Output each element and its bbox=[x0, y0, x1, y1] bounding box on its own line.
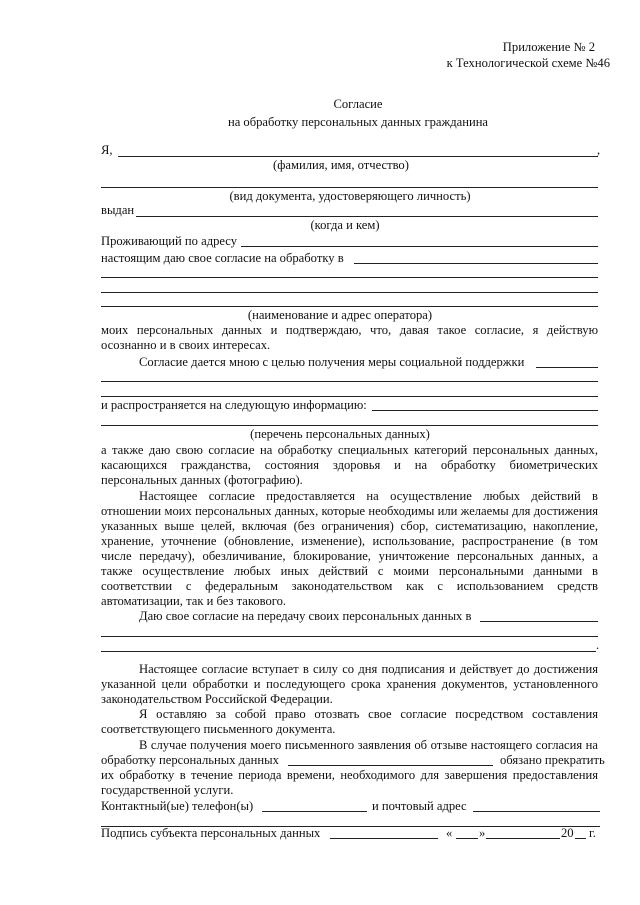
issued-caption: (когда и кем) bbox=[310, 218, 380, 232]
phone-input-line[interactable] bbox=[262, 811, 367, 812]
paragraph-3-line-8: автоматизации, так и без такового. bbox=[101, 594, 287, 608]
mail-label: и почтовый адрес bbox=[372, 799, 467, 813]
paragraph-6-line-2a: обработку персональных данных bbox=[101, 753, 279, 767]
paragraph-6-line-4: государственной услуги. bbox=[101, 783, 234, 797]
transfer-input-line-1[interactable] bbox=[480, 621, 598, 622]
id-document-input-line[interactable] bbox=[101, 187, 598, 188]
paragraph-3-line-4: хранение, уточнение (обновление, изменение), использование, распространение (в том bbox=[101, 534, 598, 548]
paragraph-5-line-1: Я оставляю за собой право отозвать свое согласие посредством составления bbox=[139, 707, 598, 721]
date-quote-close: » bbox=[479, 826, 486, 840]
paragraph-6-line-1: В случае получения моего письменного заявления об отзыве настоящего согласия на bbox=[139, 738, 598, 752]
fio-comma: , bbox=[597, 143, 601, 157]
transfer-label: Даю свое согласие на передачу своих персональных данных в bbox=[139, 609, 472, 623]
data-list-input-line-2[interactable] bbox=[101, 425, 598, 426]
appendix-number: Приложение № 2 bbox=[502, 40, 595, 54]
transfer-dot: . bbox=[596, 638, 600, 652]
operator-input-line-2[interactable] bbox=[101, 277, 598, 278]
consent-to-label: настоящим даю свое согласие на обработку в bbox=[101, 251, 344, 265]
purpose-label: Согласие дается мною с целью получения меры социальной поддержки bbox=[139, 355, 525, 369]
paragraph-1-line-2: осознанно и в своих интересах. bbox=[101, 338, 271, 352]
date-quote-open: « bbox=[446, 826, 453, 840]
doc-title: Согласие bbox=[333, 97, 383, 111]
data-list-input-line-1[interactable] bbox=[372, 410, 598, 411]
paragraph-6-line-2b: обязано прекратить bbox=[500, 753, 605, 767]
paragraph-2-line-2: касающихся гражданства, состояния здоровья и на обработку биометрических bbox=[101, 458, 598, 472]
address-input-line[interactable] bbox=[241, 246, 598, 247]
paragraph-3-line-6: также осуществление любых иных действий с моими персональными данными в bbox=[101, 564, 598, 578]
operator-input-line-3[interactable] bbox=[101, 292, 598, 293]
data-list-caption: (перечень персональных данных) bbox=[250, 427, 430, 441]
operator-input-line-1[interactable] bbox=[354, 263, 598, 264]
phone-label: Контактный(ые) телефон(ы) bbox=[101, 799, 254, 813]
mail-input-line[interactable] bbox=[473, 811, 600, 812]
paragraph-6-line-3: их обработку в течение периода времени, необходимого для завершения предоставления bbox=[101, 768, 598, 782]
doc-subtitle: на обработку персональных данных гражданина bbox=[227, 115, 489, 129]
revocation-operator-input-line[interactable] bbox=[288, 765, 493, 766]
ya-label: Я, bbox=[101, 143, 113, 157]
date-month-input-line[interactable] bbox=[486, 838, 560, 839]
date-year-input-line[interactable] bbox=[575, 838, 586, 839]
paragraph-2-line-1: а также даю свою согласие на обработку специальных категорий персональных данных, bbox=[101, 443, 598, 457]
fio-input-line[interactable] bbox=[118, 156, 598, 157]
operator-caption: (наименование и адрес оператора) bbox=[247, 308, 433, 322]
operator-input-line-4[interactable] bbox=[101, 306, 598, 307]
purpose-input-line-3[interactable] bbox=[101, 396, 598, 397]
paragraph-3-line-3: указанных выше целей, включая (без ограничения) сбор, систематизацию, накопление, bbox=[101, 519, 598, 533]
address-label: Проживающий по адресу bbox=[101, 234, 238, 248]
paragraph-3-line-2: отношении моих персональных данных, которые необходимы или желаемы для достижения bbox=[101, 504, 598, 518]
transfer-input-line-3[interactable] bbox=[101, 651, 596, 652]
date-year-suffix: г. bbox=[589, 826, 596, 840]
date-day-input-line[interactable] bbox=[456, 838, 478, 839]
signature-label: Подпись субъекта персональных данных bbox=[101, 826, 321, 840]
issued-label: выдан bbox=[101, 203, 135, 217]
paragraph-3-line-1: Настоящее согласие предоставляется на осуществление любых действий в bbox=[139, 489, 598, 503]
paragraph-5-line-2: соответствующего письменного документа. bbox=[101, 722, 336, 736]
applies-label: и распространяется на следующую информацию: bbox=[101, 398, 367, 412]
date-year-prefix: 20 bbox=[561, 826, 574, 840]
id-document-caption: (вид документа, удостоверяющего личность) bbox=[229, 189, 471, 203]
paragraph-4-line-3: законодательством Российской Федерации. bbox=[101, 692, 333, 706]
issued-input-line[interactable] bbox=[136, 216, 598, 217]
paragraph-4-line-1: Настоящее согласие вступает в силу со дня подписания и действует до достижения bbox=[139, 662, 598, 676]
fio-caption: (фамилия, имя, отчество) bbox=[273, 158, 409, 172]
purpose-input-line-1[interactable] bbox=[536, 367, 598, 368]
paragraph-4-line-2: указанной цели обработки и последующего срока хранения документов, установленного bbox=[101, 677, 598, 691]
purpose-input-line-2[interactable] bbox=[101, 381, 598, 382]
scheme-reference: к Технологической схеме №46 bbox=[446, 56, 610, 70]
paragraph-3-line-7: соответствии с федеральным законодательством как с использованием средств bbox=[101, 579, 598, 593]
paragraph-3-line-5: числе передачу), обезличивание, блокирование, уничтожение персональных данных, а bbox=[101, 549, 598, 563]
signature-input-line[interactable] bbox=[330, 838, 438, 839]
paragraph-1-line-1: моих персональных данных и подтверждаю, что, давая такое согласие, я действую bbox=[101, 323, 598, 337]
transfer-input-line-2[interactable] bbox=[101, 636, 598, 637]
paragraph-2-line-3: персональных данных (фотографию). bbox=[101, 473, 303, 487]
